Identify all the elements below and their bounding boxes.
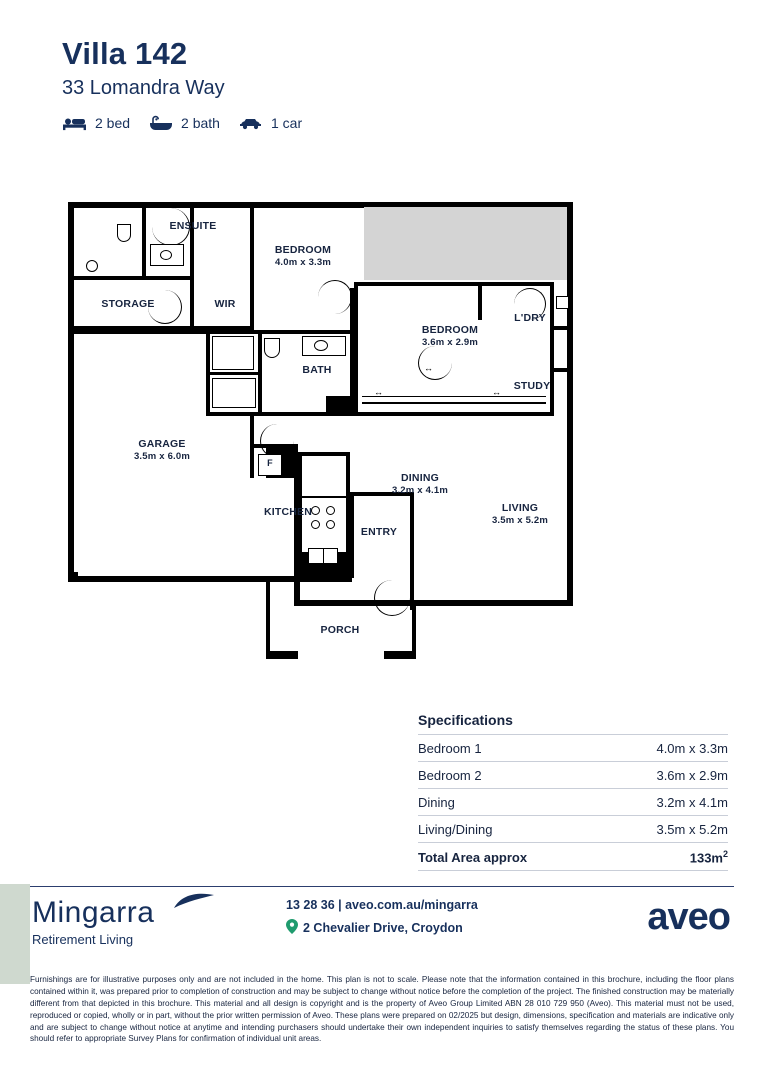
- cooktop-burner-icon: [311, 520, 320, 529]
- contact-phone-web[interactable]: 13 28 36 | aveo.com.au/mingarra: [286, 898, 478, 912]
- bed-icon: [62, 115, 88, 131]
- footer-divider: [30, 886, 734, 887]
- feature-bed: [62, 115, 130, 131]
- feature-bath-label: 2 bath: [181, 114, 220, 131]
- toilet-fixture: [264, 338, 280, 358]
- toilet-fixture: [117, 224, 131, 242]
- window-arrow: ↔: [492, 387, 501, 397]
- spec-row-dining: [418, 788, 728, 815]
- specifications-heading: Specifications: [418, 712, 513, 728]
- mingarra-brand: [32, 898, 252, 947]
- feature-list: [62, 115, 302, 131]
- contact-address-row: [286, 919, 478, 937]
- room-label-garage: GARAGE 3.5m x 6.0m: [133, 438, 191, 463]
- spec-row-total-area: [418, 842, 728, 871]
- spec-label: Bedroom 1: [418, 741, 482, 756]
- contact-block: [286, 898, 478, 937]
- spec-value: 3.5m x 5.2m: [656, 822, 728, 837]
- bathtub-fixture: [212, 378, 256, 408]
- basin-fixture: [160, 250, 172, 260]
- window-arrow: ↔: [374, 387, 383, 397]
- spec-total-value: $133m^2$: [689, 849, 728, 866]
- spec-label: Dining: [418, 795, 455, 810]
- spec-value: 4.0m x 3.3m: [656, 741, 728, 756]
- disclaimer-text: Furnishings are for illustrative purposes only and are not included in the home. This plan is not to scale. Please note that the information contained in this brochure, including the floor plans contained within it, was prepared prior to completion of construction and may be subject to change without notice before the completion of the project. The finished construction may be materially different from that depicted in this brochure. This material and all design is copyright and is the property of Aveo Group Limited ABN 28 010 729 950 (Aveo). This material must not be used, reproduced or copied, wholly or in part, without the prior written permission of Aveo. These plans were prepared on 02/2025 but design, dimensions, specification and materials are indicative only and are subject to change without notice at anytime and intending purchasers should undertake their own independent inquiries to satisfy themselves regarding the status of these plans. You should refer to appropriate Survey Plans for confirmation of individual unit areas.: [30, 975, 734, 1044]
- room-label-ensuite: ENSUITE: [169, 220, 217, 232]
- bath-icon: [148, 115, 174, 131]
- header: [62, 38, 302, 131]
- room-label-entry: ENTRY: [360, 526, 398, 538]
- aveo-logo: aveo: [647, 896, 730, 938]
- spec-row-bedroom-2: [418, 761, 728, 788]
- door-swing: [318, 280, 352, 314]
- patio-area: [364, 202, 573, 280]
- area-unit-superscript: 2: [722, 849, 728, 859]
- car-icon: [238, 115, 264, 131]
- room-label-laundry: L'DRY: [514, 312, 546, 324]
- feature-car: [238, 115, 302, 131]
- brand-name: Mingarra: [32, 896, 155, 929]
- basin-fixture: [314, 340, 328, 351]
- door-swing: [374, 580, 410, 616]
- window-arrow: ↔: [424, 363, 433, 373]
- room-label-storage: STORAGE: [101, 298, 155, 310]
- room-label-bath: BATH: [302, 364, 332, 376]
- room-label-bedroom-1: BEDROOM 4.0m x 3.3m: [274, 244, 332, 269]
- room-label-bedroom-2: BEDROOM 3.6m x 2.9m: [421, 324, 479, 349]
- room-label-dining: DINING 3.2m x 4.1m: [391, 472, 449, 497]
- feature-car-label: 1 car: [270, 114, 303, 131]
- spec-row-living-dining: [418, 815, 728, 842]
- spec-total-label: Total Area approx: [418, 850, 528, 866]
- cooktop-burner-icon: [326, 520, 335, 529]
- door-swing: [260, 424, 294, 458]
- brand-tagline: Retirement Living: [32, 932, 134, 947]
- room-label-wir: WIR: [214, 298, 236, 310]
- laundry-tub-fixture: [556, 296, 569, 309]
- specifications-panel: [418, 712, 728, 871]
- contact-address: 2 Chevalier Drive, Croydon: [303, 921, 463, 935]
- feature-bath: [148, 115, 220, 131]
- room-label-living: LIVING 3.5m x 5.2m: [491, 502, 549, 527]
- shower-fixture: [212, 336, 254, 370]
- spec-row-bedroom-1: [418, 734, 728, 761]
- spec-value: 3.6m x 2.9m: [656, 768, 728, 783]
- room-label-fridge: F: [267, 458, 273, 468]
- room-label-porch: PORCH: [320, 624, 360, 636]
- basin-fixture: [86, 260, 98, 272]
- spec-label: Living/Dining: [418, 822, 493, 837]
- room-label-kitchen: KITCHEN: [263, 506, 313, 518]
- spec-label: Bedroom 2: [418, 768, 482, 783]
- room-label-study: STUDY: [513, 380, 551, 392]
- spec-value: 3.2m x 4.1m: [656, 795, 728, 810]
- page-edge-decoration: [0, 884, 30, 984]
- leaf-icon: [172, 892, 216, 917]
- door-swing: [418, 346, 452, 380]
- page-title: Villa 142: [62, 36, 188, 71]
- property-address: 33 Lomandra Way: [62, 76, 225, 99]
- floor-plan: [62, 196, 578, 686]
- location-pin-icon: [286, 919, 298, 937]
- feature-bed-label: 2 bed: [95, 114, 131, 131]
